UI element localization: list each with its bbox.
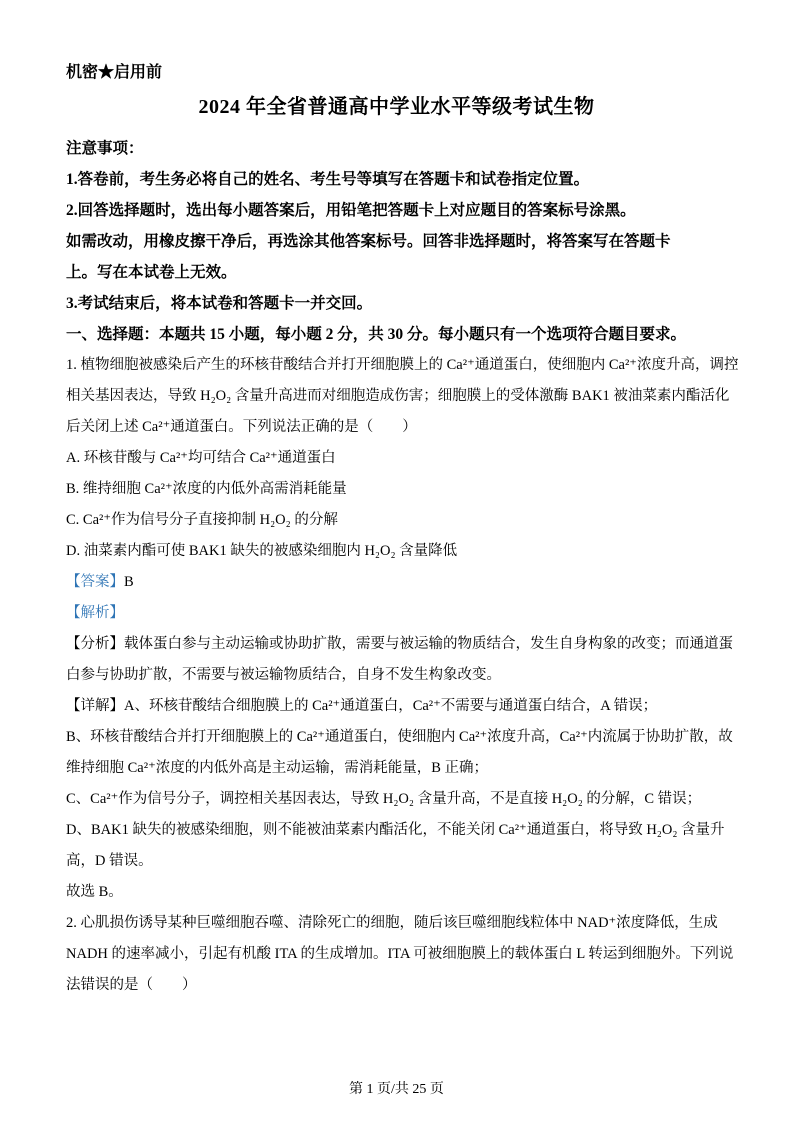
text-line: 相关基因表达，导致 H₂O₂ 含量升高进而对细胞造成伤害；细胞膜上的受体激酶 BAK1 被油菜素内酯活化 [66, 388, 730, 404]
text-line: 【分析】载体蛋白参与主动运输或协助扩散，需要与被运输的物质结合，发生自身构象的改变；而通道蛋 [66, 636, 733, 652]
question-1-answer-row [66, 567, 729, 598]
question-1-explanation [66, 691, 733, 908]
text-line: 维持细胞 Ca²⁺浓度的内低外高是主动运输，需消耗能量，B 正确； [66, 760, 489, 776]
question-1-option-a: A. 环核苷酸与 Ca²⁺均可结合 Ca²⁺通道蛋白 [66, 450, 336, 466]
text-line: C、Ca²⁺作为信号分子，调控相关基因表达，导致 H₂O₂ 含量升高，不是直接 H₂O₂ 的分解，C 错误； [66, 791, 702, 807]
text-line: 法错误的是（ ） [66, 977, 197, 993]
text-line: 如需改动，用橡皮擦干净后，再选涂其他答案标号。回答非选择题时，将答案写在答题卡 [66, 233, 671, 250]
analysis-label: 【解析】 [66, 605, 124, 621]
text-line: 后关闭上述 Ca²⁺通道蛋白。下列说法正确的是（ ） [66, 419, 417, 435]
answer-value: B [124, 574, 134, 590]
text-line: B、环核苷酸结合并打开细胞膜上的 Ca²⁺通道蛋白，使细胞内 Ca²⁺浓度升高，Ca²⁺内流属于协助扩散，故 [66, 729, 733, 745]
section-heading: 一、选择题：本题共 15 小题，每小题 2 分，共 30 分。每小题只有一个选项符合题目要求。 [66, 326, 687, 343]
text-line: 1. 植物细胞被感染后产生的环核苷酸结合并打开细胞膜上的 Ca²⁺通道蛋白，使细胞内 Ca²⁺浓度升高，调控 [66, 357, 739, 373]
answer-label: 【答案】 [66, 574, 124, 590]
text-line: 2.回答选择题时，选出每小题答案后，用铅笔把答题卡上对应题目的答案标号涂黑。 [66, 202, 636, 219]
text-line: 【详解】A、环核苷酸结合细胞膜上的 Ca²⁺通道蛋白，Ca²⁺不需要与通道蛋白结合，A 错误； [66, 698, 658, 714]
notice-item-2 [66, 195, 729, 288]
question-1-stem [66, 350, 739, 443]
notice-heading: 注意事项： [66, 140, 144, 157]
confidential-label: 机密★启用前 [66, 64, 163, 81]
text-line: 3.考试结束后，将本试卷和答题卡一并交回。 [66, 295, 373, 312]
question-1-option-c: C. Ca²⁺作为信号分子直接抑制 H₂O₂ 的分解 [66, 512, 338, 528]
question-1-option-b: B. 维持细胞 Ca²⁺浓度的内低外高需消耗能量 [66, 481, 347, 497]
notice-item-3 [66, 288, 729, 319]
question-1-analysis-heading [66, 598, 729, 629]
text-line: D、BAK1 缺失的被感染细胞，则不能被油菜素内酯活化，不能关闭 Ca²⁺通道蛋白，将导致 H₂O₂ 含量升 [66, 822, 725, 838]
question-2-stem [66, 908, 734, 1001]
text-line: 上。写在本试卷上无效。 [66, 264, 237, 281]
text-line: 2. 心肌损伤诱导某种巨噬细胞吞噬、清除死亡的细胞，随后该巨噬细胞线粒体中 NAD⁺浓度降低，生成 [66, 915, 718, 931]
text-line: 1.答卷前，考生务必将自己的姓名、考生号等填写在答题卡和试卷指定位置。 [66, 171, 590, 188]
exam-title: 2024 年全省普通高中学业水平等级考试生物 [198, 96, 595, 118]
page-number: 第 1 页/共 25 页 [349, 1082, 444, 1097]
text-line: NADH 的速率减小，引起有机酸 ITA 的生成增加。ITA 可被细胞膜上的载体蛋白 L 转运到细胞外。下列说 [66, 946, 734, 962]
text-line: 高，D 错误。 [66, 853, 153, 869]
question-1-analysis [66, 629, 733, 691]
notice-item-1 [66, 164, 729, 195]
question-1-option-d: D. 油菜素内酯可使 BAK1 缺失的被感染细胞内 H₂O₂ 含量降低 [66, 543, 458, 559]
text-line: 故选 B。 [66, 884, 123, 900]
document-body [66, 133, 739, 1001]
text-line: 白参与协助扩散，不需要与被运输物质结合，自身不发生构象改变。 [66, 667, 501, 683]
